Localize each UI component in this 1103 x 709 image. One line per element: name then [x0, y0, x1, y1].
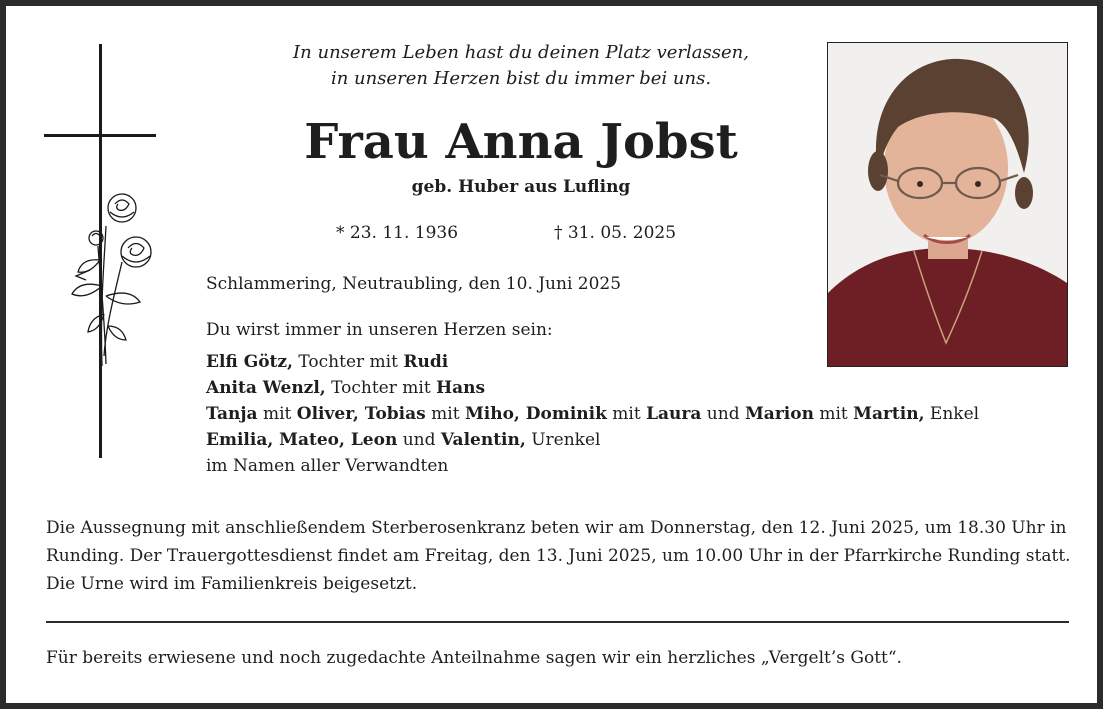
- mourner-name: Anita Wenzl,: [206, 378, 326, 398]
- mourner-relation: mit: [606, 404, 647, 424]
- mourner-relation: mit: [257, 404, 297, 424]
- maiden-name: geb. Huber aus Lufling: [411, 177, 631, 197]
- memorial-quote: [176, 40, 866, 92]
- mourner-line: [206, 427, 979, 453]
- mourner-relation: Tochter mit: [325, 378, 437, 398]
- mourner-name: Tanja: [206, 404, 258, 424]
- quote-line-1: In unserem Leben hast du deinen Platz verlassen,: [293, 42, 749, 63]
- mourner-relation: Tochter mit: [292, 352, 404, 372]
- mourner-name: Laura: [646, 404, 702, 424]
- portrait-image: [828, 43, 1067, 366]
- mourner-name: Miho, Dominik: [464, 404, 607, 424]
- mourner-relation: mit: [425, 404, 465, 424]
- cross-bar: [44, 134, 156, 137]
- mourner-name: Hans: [436, 378, 486, 398]
- quote-line-2: in unseren Herzen bist du immer bei uns.: [330, 68, 712, 89]
- mourner-line: [206, 401, 979, 427]
- mourner-relation: im Namen aller Verwandten: [206, 456, 449, 476]
- birth-date: * 23. 11. 1936: [336, 223, 459, 243]
- thanks-line: Für bereits erwiesene und noch zugedachte Anteilnahme sagen wir ein herzliches „Vergelt’s Gott“.: [46, 648, 902, 668]
- mourner-name: Oliver, Tobias: [296, 404, 426, 424]
- mourner-relation: Enkel: [924, 404, 980, 424]
- mourner-relation: und: [397, 430, 441, 450]
- mourner-line: [206, 453, 979, 479]
- mourner-relation: Urenkel: [525, 430, 601, 450]
- mourner-name: Valentin,: [440, 430, 526, 450]
- mourner-line: [206, 375, 979, 401]
- mourner-relation: und: [701, 404, 745, 424]
- mourner-name: Elfi Götz,: [206, 352, 293, 372]
- place-and-date: Schlammering, Neutraubling, den 10. Juni 2025: [206, 274, 622, 294]
- rose-bouquet-icon: [60, 186, 160, 376]
- divider-line: [46, 621, 1069, 623]
- mourner-name: Martin,: [853, 404, 925, 424]
- portrait-photo: [827, 42, 1068, 367]
- mourner-name: Rudi: [403, 352, 449, 372]
- mourner-relation: mit: [813, 404, 854, 424]
- mourner-lines: [206, 349, 979, 479]
- mourner-name: Emilia, Mateo, Leon: [206, 430, 398, 450]
- death-date: † 31. 05. 2025: [554, 223, 677, 243]
- mourner-name: Marion: [744, 404, 814, 424]
- ceremony-information: Die Aussegnung mit anschließendem Sterberosenkranz beten wir am Donnerstag, den 12. Juni 2025, um 18.30 Uhr in Runding. Der Trauergottesdienst findet am Freitag, den 13. Juni 2025, um 10.00 Uhr in der Pfarrkirche Runding statt. Die Urne wird im Familienkreis beigesetzt.: [46, 518, 1071, 594]
- deceased-name: Frau Anna Jobst: [304, 114, 738, 170]
- mourners-intro: Du wirst immer in unseren Herzen sein:: [206, 320, 553, 340]
